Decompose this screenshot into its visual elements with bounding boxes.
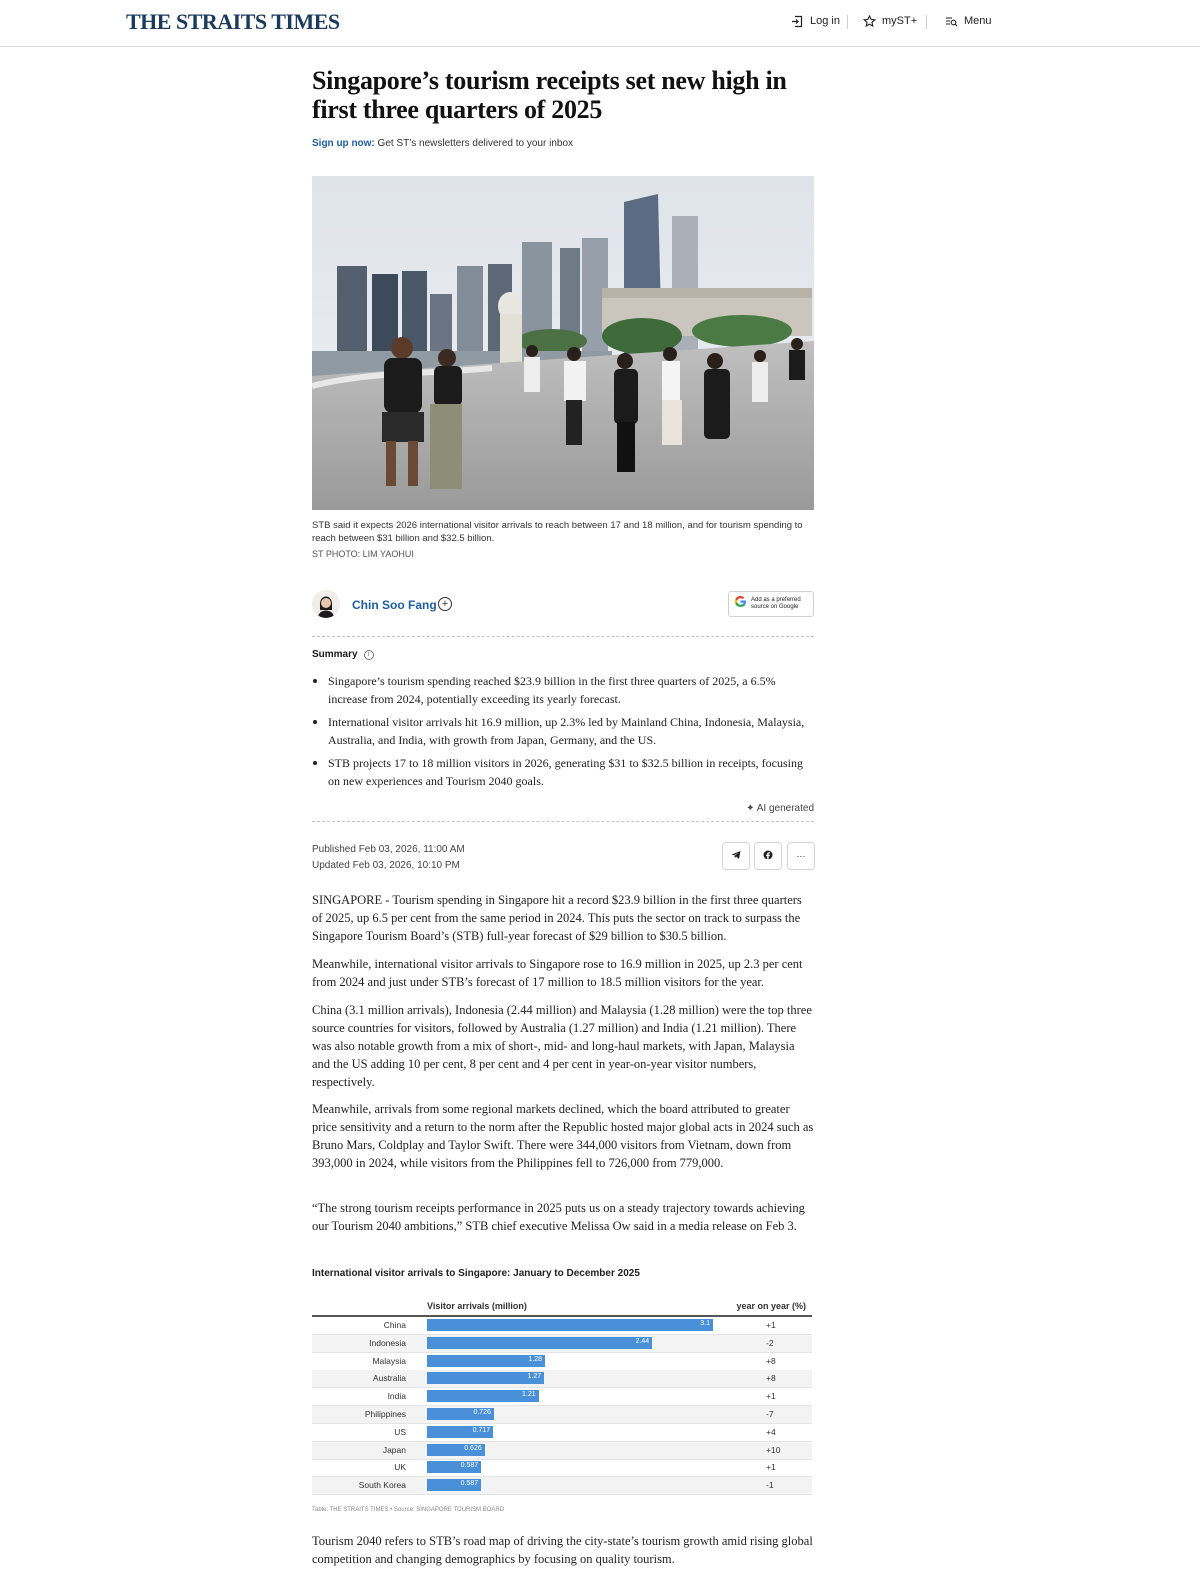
article-photo xyxy=(312,176,814,510)
row-country: Australia xyxy=(372,1373,406,1384)
summary-title: Summary xyxy=(312,649,358,660)
table-row xyxy=(312,1388,812,1406)
arrivals-bar xyxy=(427,1426,493,1438)
col-yoy-header: year on year (%) xyxy=(736,1301,806,1311)
follow-author-icon[interactable]: + xyxy=(438,597,452,611)
bar-value-label: 2.44 xyxy=(635,1337,650,1345)
table-title: International visitor arrivals to Singapore: January to December 2025 xyxy=(312,1268,640,1279)
table-row xyxy=(312,1459,812,1477)
table-row xyxy=(312,1353,812,1371)
row-country: India xyxy=(387,1391,406,1402)
sparkle-icon: ✦ xyxy=(746,803,755,814)
row-yoy: +1 xyxy=(766,1320,776,1330)
nav-divider xyxy=(847,15,848,29)
login-icon xyxy=(790,14,804,28)
google-icon xyxy=(734,595,747,613)
arrivals-bar xyxy=(427,1355,545,1367)
arrivals-bar xyxy=(427,1408,494,1420)
paragraph: Meanwhile, arrivals from some regional markets declined, which the board attributed to greater price sensitivity and a return to the norm after the Republic hosted major global acts in 2024 such as Bruno Mars, Coldplay and Taylor Swift. There were 344,000 visitors from Vietnam, down from 393,000 in 2024, while visitors from the Philippines fell to 726,000 from 779,000. xyxy=(312,1102,814,1170)
share-telegram-button[interactable] xyxy=(722,842,750,870)
ai-generated-label xyxy=(312,803,814,814)
row-country: US xyxy=(394,1426,406,1437)
share-facebook-button[interactable] xyxy=(754,842,782,870)
telegram-icon xyxy=(731,847,741,865)
divider xyxy=(312,821,814,822)
star-icon xyxy=(862,14,876,28)
myst-button[interactable] xyxy=(862,14,917,28)
summary-item: STB projects 17 to 18 million visitors in 2026, generating $31 to $32.5 billion in receipts, focusing on new experiences and Tourism 2040 goals. xyxy=(312,754,814,790)
table-header xyxy=(312,1300,812,1317)
bar-value-label: 0.726 xyxy=(473,1409,491,1416)
row-country: Japan xyxy=(382,1444,406,1455)
photo-credit: ST PHOTO: LIM YAOHUI xyxy=(312,549,414,559)
row-country: Malaysia xyxy=(372,1355,406,1366)
menu-search-icon xyxy=(944,14,958,28)
row-yoy: -2 xyxy=(766,1337,774,1348)
table-row xyxy=(312,1370,812,1388)
summary-item: Singapore’s tourism spending reached $23.9 billion in the first three quarters of 2025, a 6.5% increase from 2024, potentially exceeding its yearly forecast. xyxy=(312,672,814,708)
row-yoy: +10 xyxy=(766,1444,781,1455)
paragraph: “The strong tourism receipts performance in 2025 puts us on a steady trajectory towards achieving our Tourism 2040 ambitions,” STB chief executive Melissa Ow said in a media release on Feb 3. xyxy=(312,1201,805,1233)
row-country: China xyxy=(383,1320,406,1330)
arrivals-bar xyxy=(427,1479,481,1491)
google-badge-text: Add as a preferred source on Google xyxy=(751,597,801,610)
article-headline: Singapore’s tourism receipts set new high in first three quarters of 2025 xyxy=(312,66,787,124)
arrivals-bar xyxy=(427,1461,481,1473)
arrivals-bar xyxy=(427,1337,652,1349)
paragraph: Tourism 2040 refers to STB’s road map of driving the city-state’s tourism growth amid rising global competition and changing demographics by focusing on quality tourism. xyxy=(312,1534,813,1566)
summary-heading xyxy=(312,649,814,660)
arrivals-bar xyxy=(427,1444,485,1456)
bar-value-label: 0.626 xyxy=(464,1444,482,1452)
row-country: Philippines xyxy=(364,1409,406,1419)
table-row xyxy=(312,1335,812,1353)
author-name[interactable]: Chin Soo Fang xyxy=(352,598,437,612)
paragraph: SINGAPORE - Tourism spending in Singapore hit a record $23.9 billion in the first three quarters of 2025, up 6.5 per cent from the same period in 2024. This puts the sector on track to surpass the Singapore Tourism Board’s (STB) full-year forecast of $29 billion to $30.5 billion. xyxy=(312,893,802,943)
paragraph: China (3.1 million arrivals), Indonesia (2.44 million) and Malaysia (1.28 million) were the top three source countries for visitors, followed by Australia (1.27 million) and India (1.21 million). There was also notable growth from a mix of short-, mid- and long-haul markets, with Japan, Malaysia and the US adding 10 per cent, 8 per cent and 4 per cent in year-on-year visitor numbers, respectively. xyxy=(312,1003,812,1089)
table-row xyxy=(312,1406,812,1424)
info-icon[interactable]: i xyxy=(364,650,374,660)
table-row xyxy=(312,1477,812,1495)
photo-caption: STB said it expects 2026 international visitor arrivals to reach between 17 and 18 million, and for tourism spending to reach between $31 billion and $32.5 billion. xyxy=(312,520,803,544)
share-more-button[interactable] xyxy=(787,842,815,870)
site-header xyxy=(0,0,1200,47)
nav-divider xyxy=(926,15,927,29)
menu-button[interactable] xyxy=(944,14,992,28)
more-icon: ··· xyxy=(796,850,806,861)
newsletter-signup xyxy=(312,138,814,149)
signup-link[interactable]: Sign up now: xyxy=(312,138,375,149)
summary-list xyxy=(312,672,814,795)
row-yoy: +8 xyxy=(766,1373,776,1384)
row-yoy: -1 xyxy=(766,1480,774,1491)
col-arrivals-header: Visitor arrivals (million) xyxy=(427,1301,527,1311)
arrivals-bar xyxy=(427,1390,539,1402)
row-country: Indonesia xyxy=(369,1337,406,1348)
facebook-icon xyxy=(763,847,773,865)
row-yoy: +8 xyxy=(766,1355,776,1366)
bar-value-label: 3.1 xyxy=(700,1320,710,1327)
row-yoy: +1 xyxy=(766,1462,776,1473)
bar-value-label: 0.717 xyxy=(472,1426,491,1434)
table-row xyxy=(312,1442,812,1460)
row-yoy: +4 xyxy=(766,1426,776,1437)
row-country: UK xyxy=(394,1462,406,1473)
row-country: South Korea xyxy=(358,1480,406,1491)
paragraph: Meanwhile, international visitor arrivals to Singapore rose to 16.9 million in 2025, up 2.3 per cent from 2024 and just under STB’s forecast of 17 million to 18.5 million visitors for the year. xyxy=(312,957,803,989)
bar-value-label: 0.587 xyxy=(460,1480,479,1488)
myst-label: myST+ xyxy=(882,15,918,27)
divider xyxy=(312,636,814,637)
login-label: Log in xyxy=(810,15,840,27)
row-yoy: -7 xyxy=(766,1409,774,1419)
summary-item: International visitor arrivals hit 16.9 million, up 2.3% led by Mainland China, Indonesia, Malaysia, Australia, and India, with growth from Japan, Germany, and the US. xyxy=(312,713,814,749)
published-date: Published Feb 03, 2026, 11:00 AM xyxy=(312,844,465,855)
arrivals-bar xyxy=(427,1372,544,1384)
author-avatar[interactable] xyxy=(312,590,340,618)
login-button[interactable] xyxy=(790,14,840,28)
bar-value-label: 0.587 xyxy=(460,1462,479,1470)
author-row xyxy=(312,590,814,620)
updated-date: Updated Feb 03, 2026, 10:10 PM xyxy=(312,860,460,871)
table-row xyxy=(312,1317,812,1335)
bar-value-label: 1.28 xyxy=(528,1355,543,1363)
google-preferred-source-button[interactable] xyxy=(728,591,814,617)
bar-value-label: 1.21 xyxy=(522,1391,536,1399)
bar-value-label: 1.27 xyxy=(527,1373,542,1381)
signup-text: Get ST’s newsletters delivered to your inbox xyxy=(374,138,574,149)
menu-label: Menu xyxy=(964,15,992,27)
table-source: Table: THE STRAITS TIMES • Source: SINGAPORE TOURISM BOARD xyxy=(312,1507,505,1513)
arrivals-bar xyxy=(427,1319,713,1331)
site-logo[interactable]: THE STRAITS TIMES xyxy=(126,9,340,34)
row-yoy: +1 xyxy=(766,1391,776,1402)
ai-generated-text: AI generated xyxy=(756,803,814,814)
table-row xyxy=(312,1424,812,1442)
